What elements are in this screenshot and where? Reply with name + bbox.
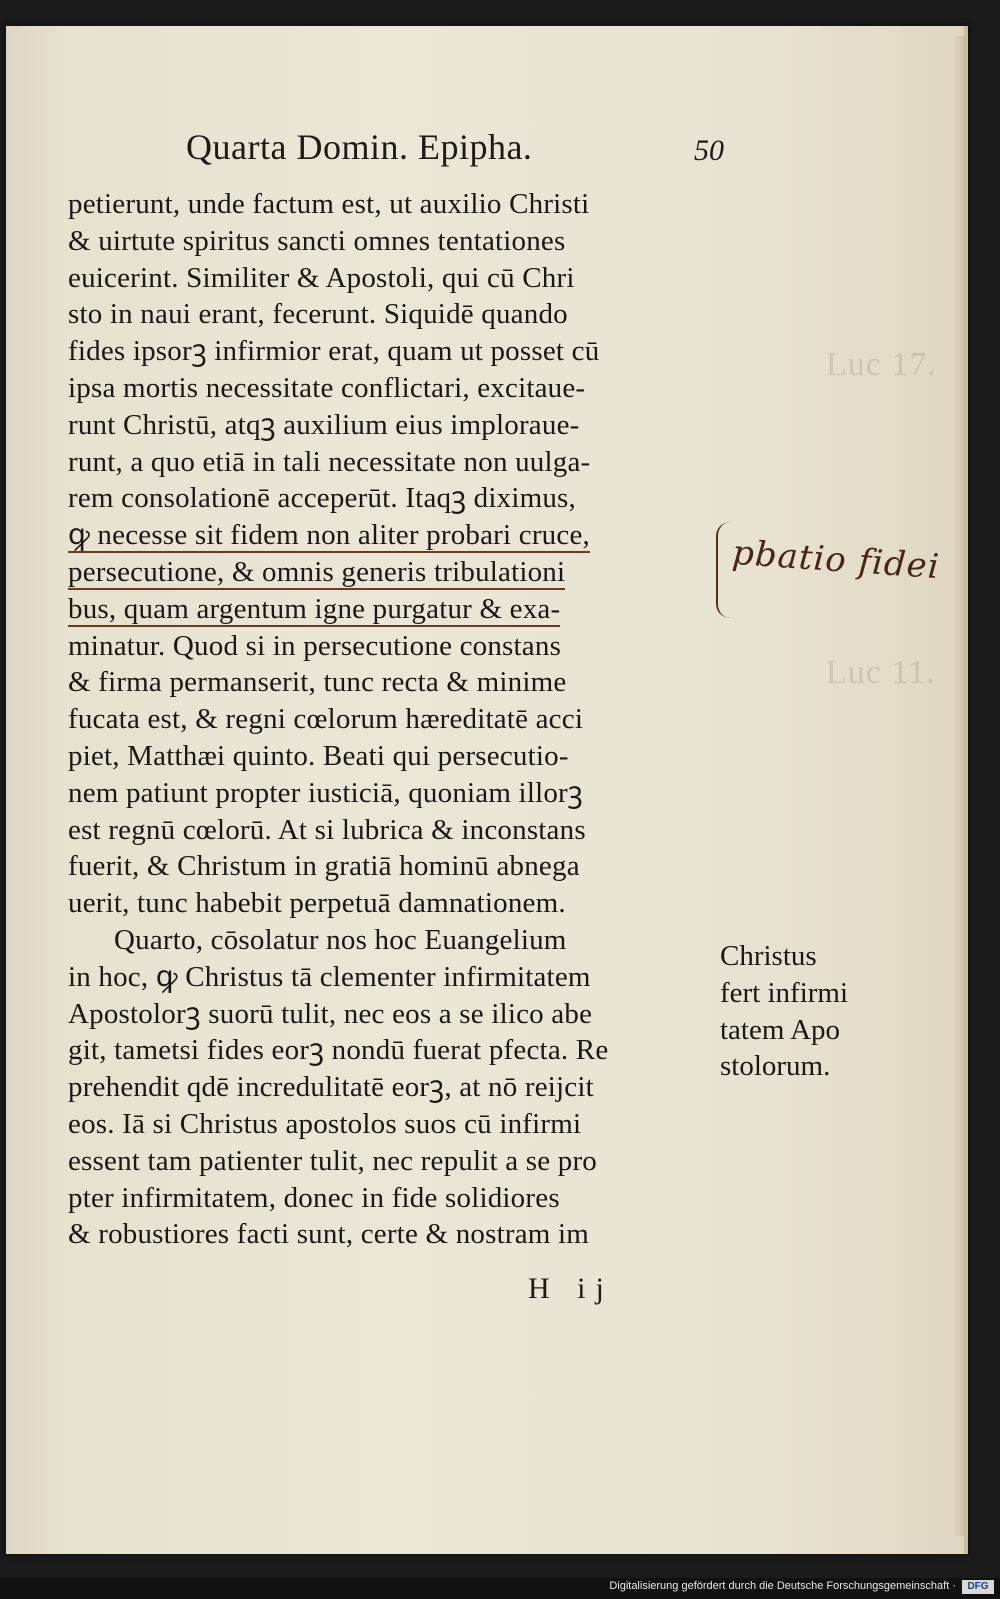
text-line-content: & uirtute spiritus sancti omnes tentationes <box>68 224 566 257</box>
text-line-content: git, tametsi fides eorꝫ nondū fuerat pfecta. Re <box>68 1034 609 1067</box>
text-line <box>68 1032 748 1069</box>
text-line <box>68 664 748 701</box>
text-line <box>68 333 748 370</box>
text-line-content: Quarto, cōsolatur nos hoc Euangelium <box>114 923 567 956</box>
text-line-content: runt Christū, atqꝫ auxilium eius imploraue- <box>68 408 580 441</box>
handwritten-marginal-note: pbatio fidei <box>730 532 941 588</box>
text-line <box>68 1180 748 1217</box>
text-line-content: in hoc, ꝙ Christus tā clementer infirmitatem <box>68 960 591 993</box>
text-line <box>68 1069 748 1106</box>
text-line-content: fuerit, & Christum in gratiā hominū abnega <box>68 850 580 883</box>
text-line-content: fides ipsorꝫ infirmior erat, quam ut posset cū <box>68 335 600 368</box>
bleed-through-text: Luc 11. <box>826 654 936 691</box>
text-line-content: Apostolorꝫ suorū tulit, nec eos a se ilico abe <box>68 997 593 1030</box>
text-line <box>68 480 748 517</box>
text-line-content: petierunt, unde factum est, ut auxilio Christi <box>68 188 590 220</box>
folio-number: 50 <box>694 134 724 167</box>
text-line <box>68 370 748 407</box>
text-line-content: pter infirmitatem, donec in fide solidiores <box>68 1181 560 1214</box>
text-line-content: prehendit qdē incredulitatē eorꝫ, at nō reijcit <box>68 1071 594 1104</box>
footer-credit: Digitalisierung gefördert durch die Deutsche Forschungsgemeinschaft · <box>609 1580 956 1592</box>
text-line-content: & firma permanserit, tunc recta & minime <box>68 666 567 699</box>
page-edge <box>954 36 964 1536</box>
text-line-content: runt, a quo etiā in tali necessitate non uulga- <box>68 445 591 478</box>
text-line-content: essent tam patienter tulit, nec repulit a se pro <box>68 1144 598 1177</box>
text-line <box>68 444 748 481</box>
text-line-content: persecutione, & omnis generis tribulationi <box>68 555 566 588</box>
text-line <box>68 775 748 812</box>
text-line-content: est regnū cœlorū. At si lubrica & inconstans <box>68 813 586 846</box>
marginal-note-line: tatem Apo <box>720 1013 841 1046</box>
text-line <box>68 296 748 333</box>
text-line-content: minatur. Quod si in persecutione constans <box>68 629 562 662</box>
marginal-note-line: stolorum. <box>720 1050 831 1083</box>
text-line <box>68 186 748 223</box>
text-line-content: nem patiunt propter iusticiā, quoniam illorꝫ <box>68 776 583 809</box>
text-line <box>68 591 748 628</box>
text-line-content: euicerint. Similiter & Apostoli, qui cū Chri <box>68 261 575 294</box>
main-text-block <box>68 186 748 1253</box>
text-line <box>68 628 748 665</box>
running-header: Quarta Domin. Epipha. <box>186 127 533 167</box>
text-line <box>68 223 748 260</box>
text-line <box>68 407 748 444</box>
text-line-content: & robustiores facti sunt, certe & nostram im <box>68 1218 590 1251</box>
text-line <box>68 1106 748 1143</box>
text-line <box>68 1216 748 1253</box>
text-line-content: eos. Iā si Christus apostolos suos cū infirmi <box>68 1107 582 1140</box>
text-line-content: piet, Matthæi quinto. Beati qui persecutio- <box>68 739 569 772</box>
text-line-content: sto in naui erant, fecerunt. Siquidē quando <box>68 298 568 331</box>
text-line <box>68 1143 748 1180</box>
text-line <box>68 959 748 996</box>
text-line-content: ipsa mortis necessitate conflictari, excitaue- <box>68 371 586 404</box>
text-line-content: fucata est, & regni cœlorum hæreditatē acci <box>68 703 584 736</box>
text-line <box>68 701 748 738</box>
text-line-content: rem consolationē acceperūt. Itaqꝫ diximus, <box>68 482 576 515</box>
printed-marginal-note <box>720 938 848 1085</box>
dfg-logo: DFG <box>962 1580 994 1594</box>
bleed-through-text: Luc 17. <box>826 346 937 383</box>
text-line-content: ꝙ necesse sit fidem non aliter probari cruce, <box>68 519 590 552</box>
marginal-note-line: Christus <box>720 940 817 972</box>
text-line <box>68 848 748 885</box>
text-line <box>68 517 748 554</box>
marginal-note-line: fert infirmi <box>720 976 849 1009</box>
text-line-content: bus, quam argentum igne purgatur & exa- <box>68 592 561 625</box>
text-line <box>68 554 748 591</box>
text-line <box>68 922 748 959</box>
signature-mark: H ij <box>528 1272 614 1305</box>
text-line <box>68 812 748 849</box>
text-line <box>68 260 748 297</box>
text-line-content: uerit, tunc habebit perpetuā damnationem. <box>68 887 566 920</box>
text-line <box>68 738 748 775</box>
text-line <box>68 996 748 1033</box>
text-line <box>68 885 748 922</box>
